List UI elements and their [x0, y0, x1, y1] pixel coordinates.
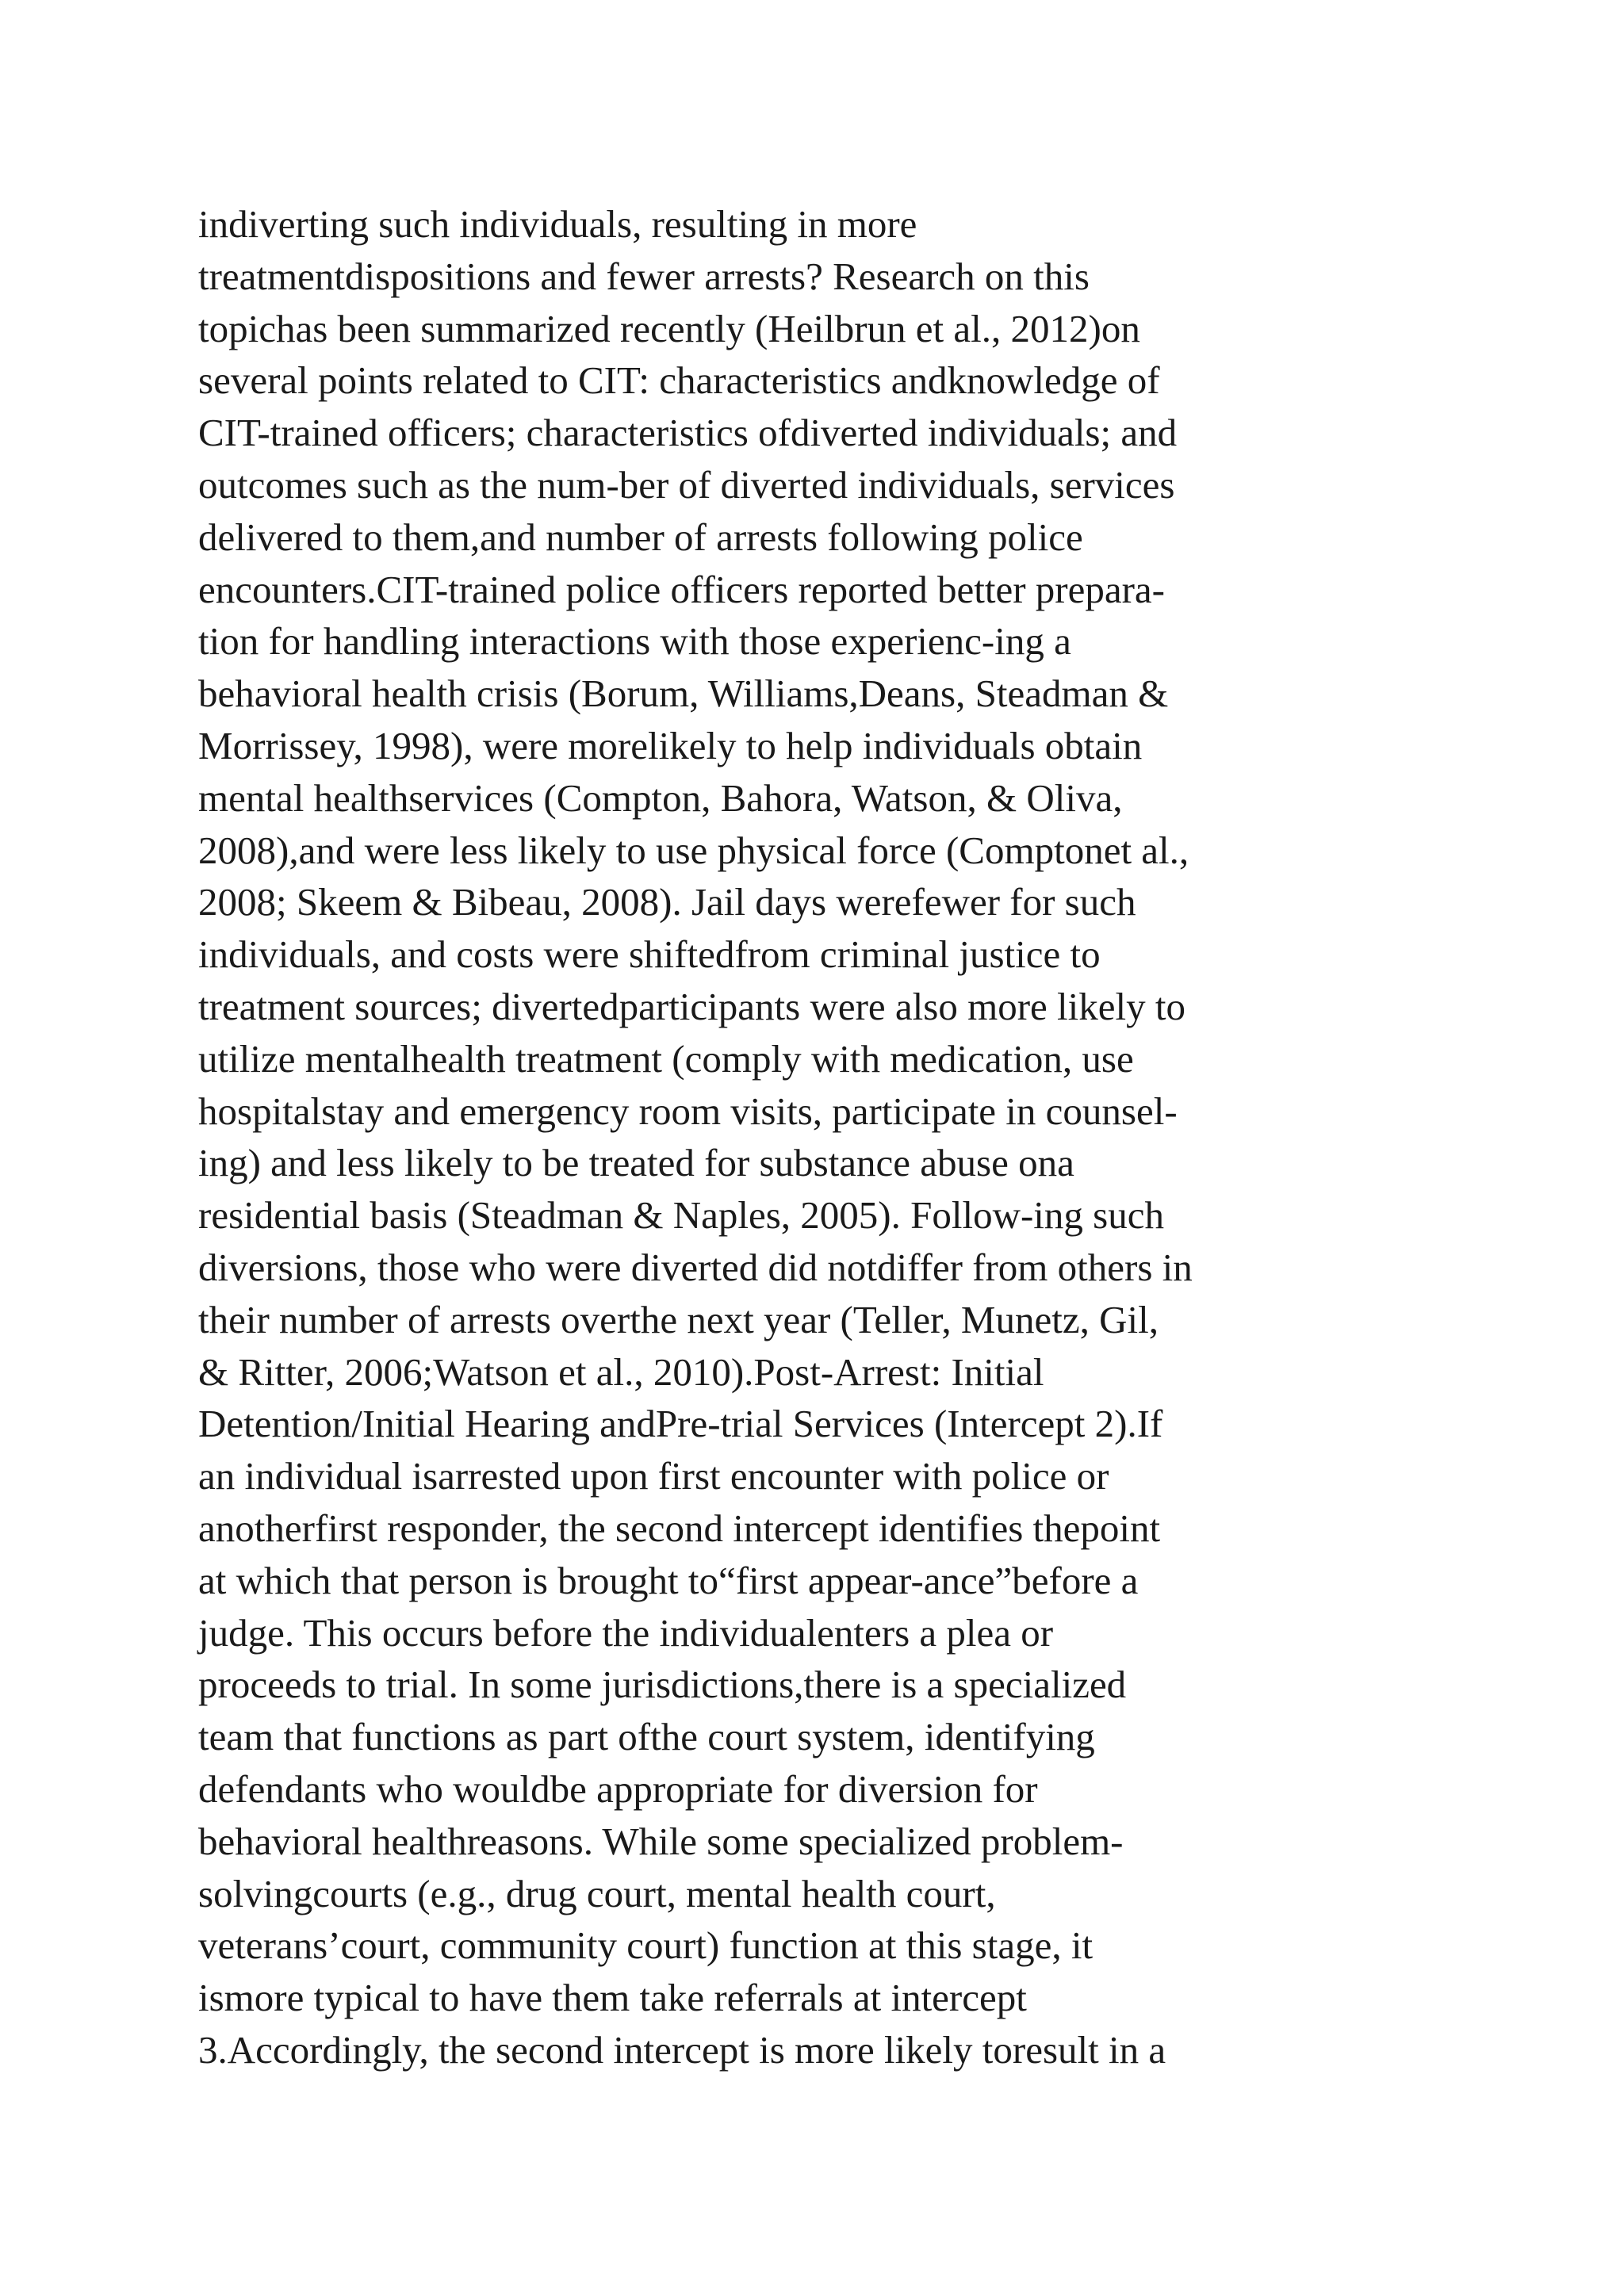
- text-line: treatmentdispositions and fewer arrests? Research on this: [198, 254, 1090, 298]
- text-line: 2008),and were less likely to use physical force (Comptonet al.,: [198, 828, 1189, 872]
- text-line: an individual isarrested upon first encounter with police or: [198, 1454, 1109, 1498]
- text-line: Detention/Initial Hearing andPre-trial Services (Intercept 2).If: [198, 1402, 1163, 1446]
- text-line: CIT-trained officers; characteristics ofdiverted individuals; and: [198, 411, 1178, 455]
- body-text: [198, 198, 1467, 2076]
- text-line: at which that person is brought to“first appear-ance”before a: [198, 1558, 1139, 1602]
- text-line: ismore typical to have them take referrals at intercept: [198, 1976, 1027, 2020]
- text-line: behavioral healthreasons. While some specialized problem-: [198, 1819, 1124, 1863]
- text-line: tion for handling interactions with those experienc-ing a: [198, 619, 1071, 664]
- text-line: team that functions as part ofthe court system, identifying: [198, 1715, 1095, 1759]
- text-line: 2008; Skeem & Bibeau, 2008). Jail days werefewer for such: [198, 880, 1136, 924]
- text-line: & Ritter, 2006;Watson et al., 2010).Post-Arrest: Initial: [198, 1349, 1044, 1394]
- text-line: utilize mentalhealth treatment (comply with medication, use: [198, 1036, 1134, 1081]
- text-line: veterans’court, community court) function at this stage, it: [198, 1923, 1094, 1968]
- text-line: proceeds to trial. In some jurisdictions,there is a specialized: [198, 1663, 1127, 1707]
- text-line: outcomes such as the num-ber of diverted individuals, services: [198, 462, 1175, 507]
- text-line: diversions, those who were diverted did notdiffer from others in: [198, 1245, 1193, 1289]
- text-line: judge. This occurs before the individualenters a plea or: [198, 1610, 1054, 1655]
- text-line: individuals, and costs were shiftedfrom criminal justice to: [198, 932, 1101, 977]
- text-line: topichas been summarized recently (Heilbrun et al., 2012)on: [198, 306, 1140, 350]
- text-line: delivered to them,and number of arrests following police: [198, 515, 1083, 559]
- text-line: treatment sources; divertedparticipants were also more likely to: [198, 984, 1185, 1028]
- text-line: Morrissey, 1998), were morelikely to help individuals obtain: [198, 723, 1143, 767]
- text-line: several points related to CIT: characteristics andknowledge of: [198, 358, 1160, 403]
- text-line: mental healthservices (Compton, Bahora, Watson, & Oliva,: [198, 775, 1123, 820]
- text-line: solvingcourts (e.g., drug court, mental health court,: [198, 1871, 996, 1915]
- text-line: anotherfirst responder, the second intercept identifies thepoint: [198, 1506, 1161, 1550]
- text-line: ing) and less likely to be treated for substance abuse ona: [198, 1141, 1074, 1185]
- text-line: defendants who wouldbe appropriate for diversion for: [198, 1766, 1038, 1811]
- text-line: hospitalstay and emergency room visits, participate in counsel-: [198, 1089, 1178, 1133]
- text-line: indiverting such individuals, resulting in more: [198, 202, 917, 246]
- text-line: their number of arrests overthe next year (Teller, Munetz, Gil,: [198, 1297, 1159, 1341]
- text-line: residential basis (Steadman & Naples, 2005). Follow-ing such: [198, 1193, 1164, 1238]
- text-line: encounters.CIT-trained police officers reported better prepara-: [198, 567, 1165, 611]
- text-line: behavioral health crisis (Borum, Williams,Deans, Steadman &: [198, 672, 1169, 716]
- text-line: 3.Accordingly, the second intercept is more likely toresult in a: [198, 2027, 1166, 2072]
